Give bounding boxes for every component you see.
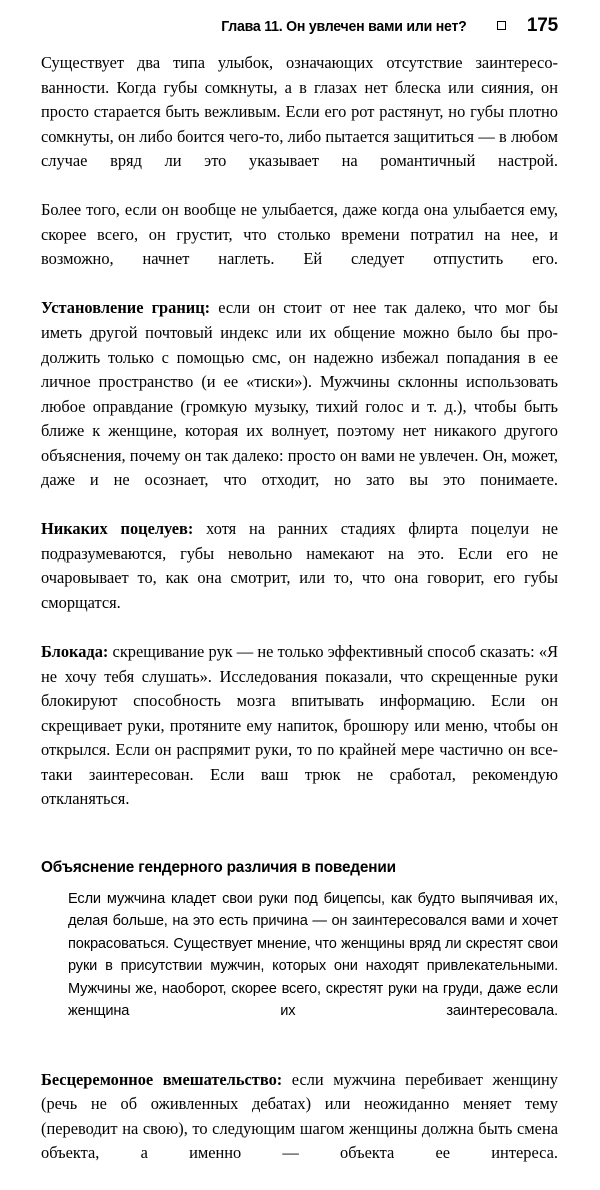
paragraph-run-in: Бесцеремонное вмешательство: — [41, 1069, 283, 1089]
text-column — [41, 51, 558, 1190]
paragraph-text: Существует два типа улыбок, означающих отсутствие заинтересованности. Когда губы сомкнуты, а в глазах нет блеска или сияния, он просто старается быть вежливым. Если его рот растянут, но губы плотно сомкнуты, он либо боится чего-то, либо пытается защититься — в любом случае вряд ли это указывает на романтичный настрой. — [41, 53, 558, 171]
chapter-title: Глава 11. Он увлечен вами или нет? — [221, 18, 467, 35]
page-number: 175 — [526, 15, 558, 36]
paragraph-no-smile — [41, 198, 558, 296]
indented-note-block: Если мужчина кладет свои руки под бицепсы, как будто выпячивая их, делая больше, на это есть причина — он заинтересовался вами и хочет покрасоваться. Существует мнение, что женщины вряд ли скрестят свои руки в присутствии мужчин, которых они находят привлекательными. Мужчины же, наоборот, скорее всего, скрестят руки на груди, даже если женщина их заинтересовала. — [68, 890, 558, 1020]
paragraph-run-in: Блокада: — [41, 642, 109, 662]
paragraph-boundaries — [41, 296, 558, 517]
paragraph-text: хотя на ранних стадиях флирта поцелуи не подразумеваются, губы невольно намекают на это. Если его не очаровывает то, как она смотрит, или то, что она говорит, его губы сморщатся. — [41, 519, 559, 613]
running-header — [41, 16, 558, 42]
paragraph-text: если мужчина перебивает женщину (речь не об оживленных дебатах) или неожиданно меняет тему (переводит на свою), то следующим шагом женщины должна быть смена объекта, а именно — объекта ее интереса. — [41, 1069, 558, 1163]
paragraph-run-in: Никаких поцелуев: — [41, 519, 194, 539]
paragraph-smiles — [41, 51, 558, 198]
final-paragraph-gap — [41, 1046, 558, 1068]
paragraph-interruption — [41, 1068, 558, 1190]
paragraph-no-kisses — [41, 517, 558, 640]
paragraph-blockade — [41, 640, 558, 836]
sans-block-gap — [41, 878, 558, 888]
paragraph-run-in: Установление границ: — [41, 298, 211, 318]
paragraph-text: если он стоит от нее так далеко, что мог бы иметь другой почтовый индекс или их общение можно было бы продолжить только с помощью смс, он надежно избежал попадания в ее личное пространство (и ее «тиски»). Мужчины склонны использовать любое оправдание (громкую музыку, тихий голос и т. д.), чтобы быть ближе к женщине, которая их волнует, поэтому нет никакого другого объяснения, почему он так далеко: просто он вами не увлечен. Он, может, даже и не осознает, что отходит, но зато вы это понимаете. — [41, 298, 559, 490]
section-heading: Объяснение гендерного различия в поведении — [41, 857, 396, 876]
heading-gap — [41, 837, 558, 857]
paragraph-text: скрещивание рук — не только эффективный способ сказать: «Я не хочу тебя слушать». Исследования показали, что скрещенные руки блокируют способность мозга впитывать информацию. Если он скрещивает руки, протяните ему напиток, брошюру или меню, чтобы он открылся. Если он распрямит руки, то по крайней мере частично он все-таки заинтересован. Если ваш трюк не сработал, рекомендую откланяться. — [41, 642, 558, 809]
paragraph-text: Более того, если он вообще не улыбается, даже когда она улыбается ему, скорее всего, он грустит, что столько времени потратил на нее, и возможно, начнет наглеть. Ей следует отпустить его. — [41, 200, 558, 269]
hollow-square-icon — [497, 21, 506, 30]
